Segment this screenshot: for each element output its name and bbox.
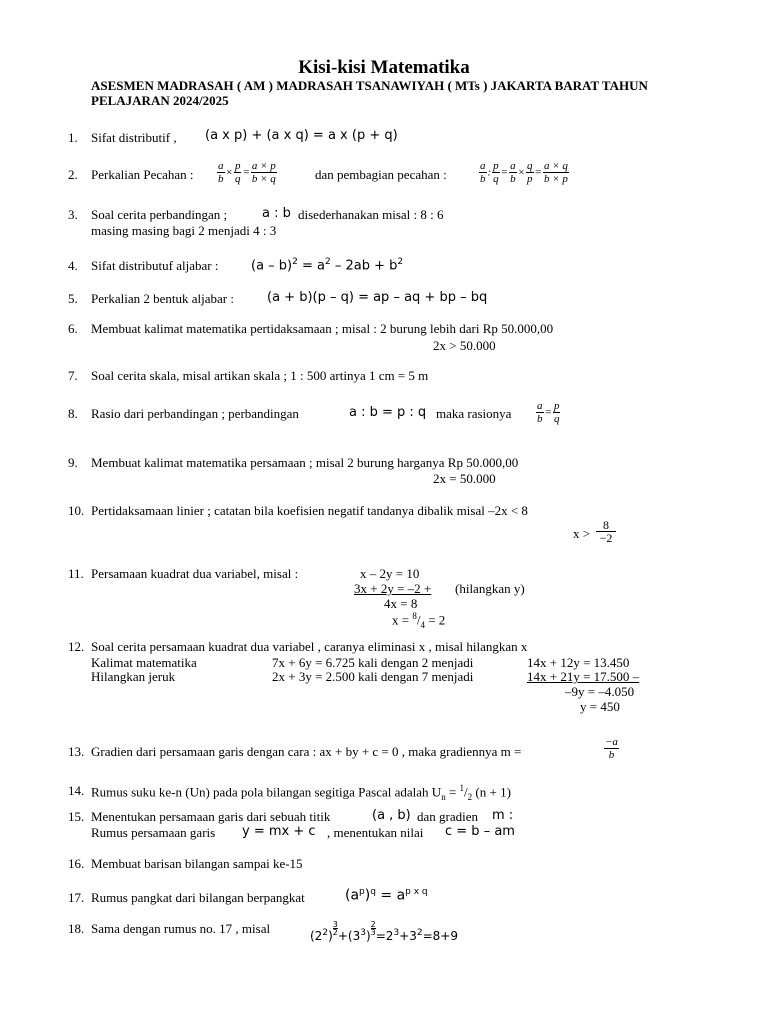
- item-text-line2: masing masing bagi 2 menjadi 4 : 3: [91, 223, 277, 238]
- item-number: 7.: [68, 368, 78, 383]
- item-number: 5.: [68, 291, 78, 306]
- formula-gradient: m :: [492, 808, 514, 823]
- item-text: Soal cerita perbandingan ;: [91, 207, 228, 222]
- item-number: 1.: [68, 130, 78, 145]
- item-text: Sama dengan rumus no. 17 , misal: [91, 921, 271, 936]
- row-4-result: y = 450: [580, 699, 620, 714]
- item-text-line2: 2x = 50.000: [433, 471, 496, 486]
- item-text-line2: x >: [573, 526, 591, 541]
- item-number: 9.: [68, 455, 78, 470]
- fraction-multiplication-formula: $\frac{a}{b}$ × $\frac{p}{q}$ = $\frac{a \times p}{b \times q}$: [218, 160, 276, 185]
- item-text: Soal cerita skala, misal artikan skala ; 1 : 500 artinya 1 cm = 5 m: [91, 368, 429, 383]
- item-number: 18.: [68, 921, 85, 936]
- example-formula: $(2^2)$ $^{\frac{3}{2}}$ $+(3^3)$ $^{\frac{2}{3}}$ $=2^3+3^2=8+9$: [310, 920, 458, 943]
- item-text: Persamaan kuadrat dua variabel, misal :: [91, 566, 299, 581]
- item-text: Membuat barisan bilangan sampai ke-15: [91, 856, 303, 871]
- item-text: Sifat distributuf aljabar :: [91, 258, 219, 273]
- item-text-rest: maka rasionya: [436, 406, 512, 421]
- formula: (a + b)(p – q) = ap – aq + bp – bq: [267, 290, 488, 305]
- item-text: Perkalian Pecahan :: [91, 167, 194, 182]
- item-number: 2.: [68, 167, 78, 182]
- item-text-mid: dan pembagian pecahan :: [315, 167, 447, 182]
- row-2-equation: 2x + 3y = 2.500 kali dengan 7 menjadi: [272, 669, 474, 684]
- formula-line-equation: y = mx + c: [242, 824, 316, 839]
- page-subtitle: ASESMEN MADRASAH ( AM ) MADRASAH TSANAWIYAH ( MTs ) JAKARTA BARAT TAHUN PELAJARAN 2024/2025: [91, 78, 648, 108]
- formula: a : b: [262, 206, 291, 221]
- item-number: 12.: [68, 639, 85, 654]
- item-text: Membuat kalimat matematika persamaan ; misal 2 burung harganya Rp 50.000,00: [91, 455, 519, 470]
- equation-line-1: x – 2y = 10: [360, 566, 420, 581]
- row-1-label: Kalimat matematika: [91, 655, 197, 670]
- equation-line-4-right: = 2: [428, 612, 446, 628]
- item-text-rest: (n + 1): [475, 784, 511, 800]
- item-number: 16.: [68, 856, 85, 871]
- equation-line-2: 3x + 2y = –2 +: [354, 581, 432, 596]
- item-number: 13.: [68, 744, 85, 759]
- item-text: Rasio dari perbandingan ; perbandingan: [91, 406, 299, 421]
- item-number: 10.: [68, 503, 85, 518]
- equation-line-4: $x = ^8/_4 = 2$: [392, 611, 446, 630]
- item-text-line2: 2x > 50.000: [433, 338, 496, 353]
- item-text-rest: disederhanakan misal : 8 : 6: [298, 207, 444, 222]
- fraction-formula: $\frac{8}{-2}$: [597, 518, 615, 545]
- item-number: 15.: [68, 809, 85, 824]
- item-number: 6.: [68, 321, 78, 336]
- equation-line-4-left: x =: [392, 612, 413, 628]
- fraction-division-formula: $\frac{a}{b}$ : $\frac{p}{q}$ = $\frac{a}{b}$ × $\frac{q}{p}$ = $\frac{a \times q}{b \times p}$: [480, 160, 568, 185]
- item-text: Soal cerita persamaan kuadrat dua variabel , caranya eliminasi x , misal hilangkan x: [91, 639, 528, 654]
- formula: (a x p) + (a x q) = a x (p + q): [205, 128, 398, 143]
- item-number: 17.: [68, 890, 85, 905]
- item-text: Membuat kalimat matematika pertidaksamaan ; misal : 2 burung lebih dari Rp 50.000,00: [91, 321, 554, 336]
- item-text-rest: dan gradien: [417, 809, 479, 824]
- item-text: Menentukan persamaan garis dari sebuah titik: [91, 809, 331, 824]
- row-1-result: 14x + 12y = 13.450: [527, 655, 630, 670]
- row-1-equation: 7x + 6y = 6.725 kali dengan 2 menjadi: [272, 655, 474, 670]
- item-number: 4.: [68, 258, 78, 273]
- item-number: 8.: [68, 406, 78, 421]
- formula: a : b = p : q: [349, 405, 427, 420]
- item-text-line2-rest: , menentukan nilai: [327, 825, 424, 840]
- row-2-label: Hilangkan jeruk: [91, 669, 176, 684]
- ratio-formula: $\frac{a}{b}$ = $\frac{p}{q}$: [537, 400, 560, 425]
- item-text-line2: Rumus persamaan garis: [91, 825, 216, 840]
- item-text: Perkalian 2 bentuk aljabar :: [91, 291, 234, 306]
- gradient-fraction: $\frac{-a}{b}$: [605, 736, 618, 761]
- item-number: 14.: [68, 783, 85, 798]
- formula: $(a - b)^2 = a^2 - 2ab + b^2$: [251, 257, 404, 274]
- formula-c: c = b – am: [445, 824, 515, 839]
- power-formula: $(a^p)^q = a^{p x q}$: [345, 887, 428, 904]
- row-3-result: –9y = –4.050: [565, 684, 635, 699]
- item-text-main: Rumus suku ke-n (Un) pada pola bilangan segitiga Pascal adalah U: [91, 784, 442, 800]
- item-text: Pertidaksamaan linier ; catatan bila koefisien negatif tandanya dibalik misal –2x < 8: [91, 503, 528, 518]
- page-title: Kisi-kisi Matematika: [298, 57, 470, 78]
- item-text: Sifat distributif ,: [91, 130, 177, 145]
- equation-note: (hilangkan y): [455, 581, 525, 596]
- equation-line-3: 4x = 8: [384, 596, 418, 611]
- item-number: 11.: [68, 566, 84, 581]
- item-text: Rumus suku ke-n (Un) pada pola bilangan segitiga Pascal adalah $U_n = ^1/_2$ (n + 1): [91, 783, 511, 802]
- row-2-result: 14x + 21y = 17.500 –: [527, 669, 640, 684]
- item-number: 3.: [68, 207, 78, 222]
- item-text: Rumus pangkat dari bilangan berpangkat: [91, 890, 305, 905]
- formula-point: (a , b): [372, 808, 411, 823]
- item-text: Gradien dari persamaan garis dengan cara : ax + by + c = 0 , maka gradiennya m =: [91, 744, 522, 759]
